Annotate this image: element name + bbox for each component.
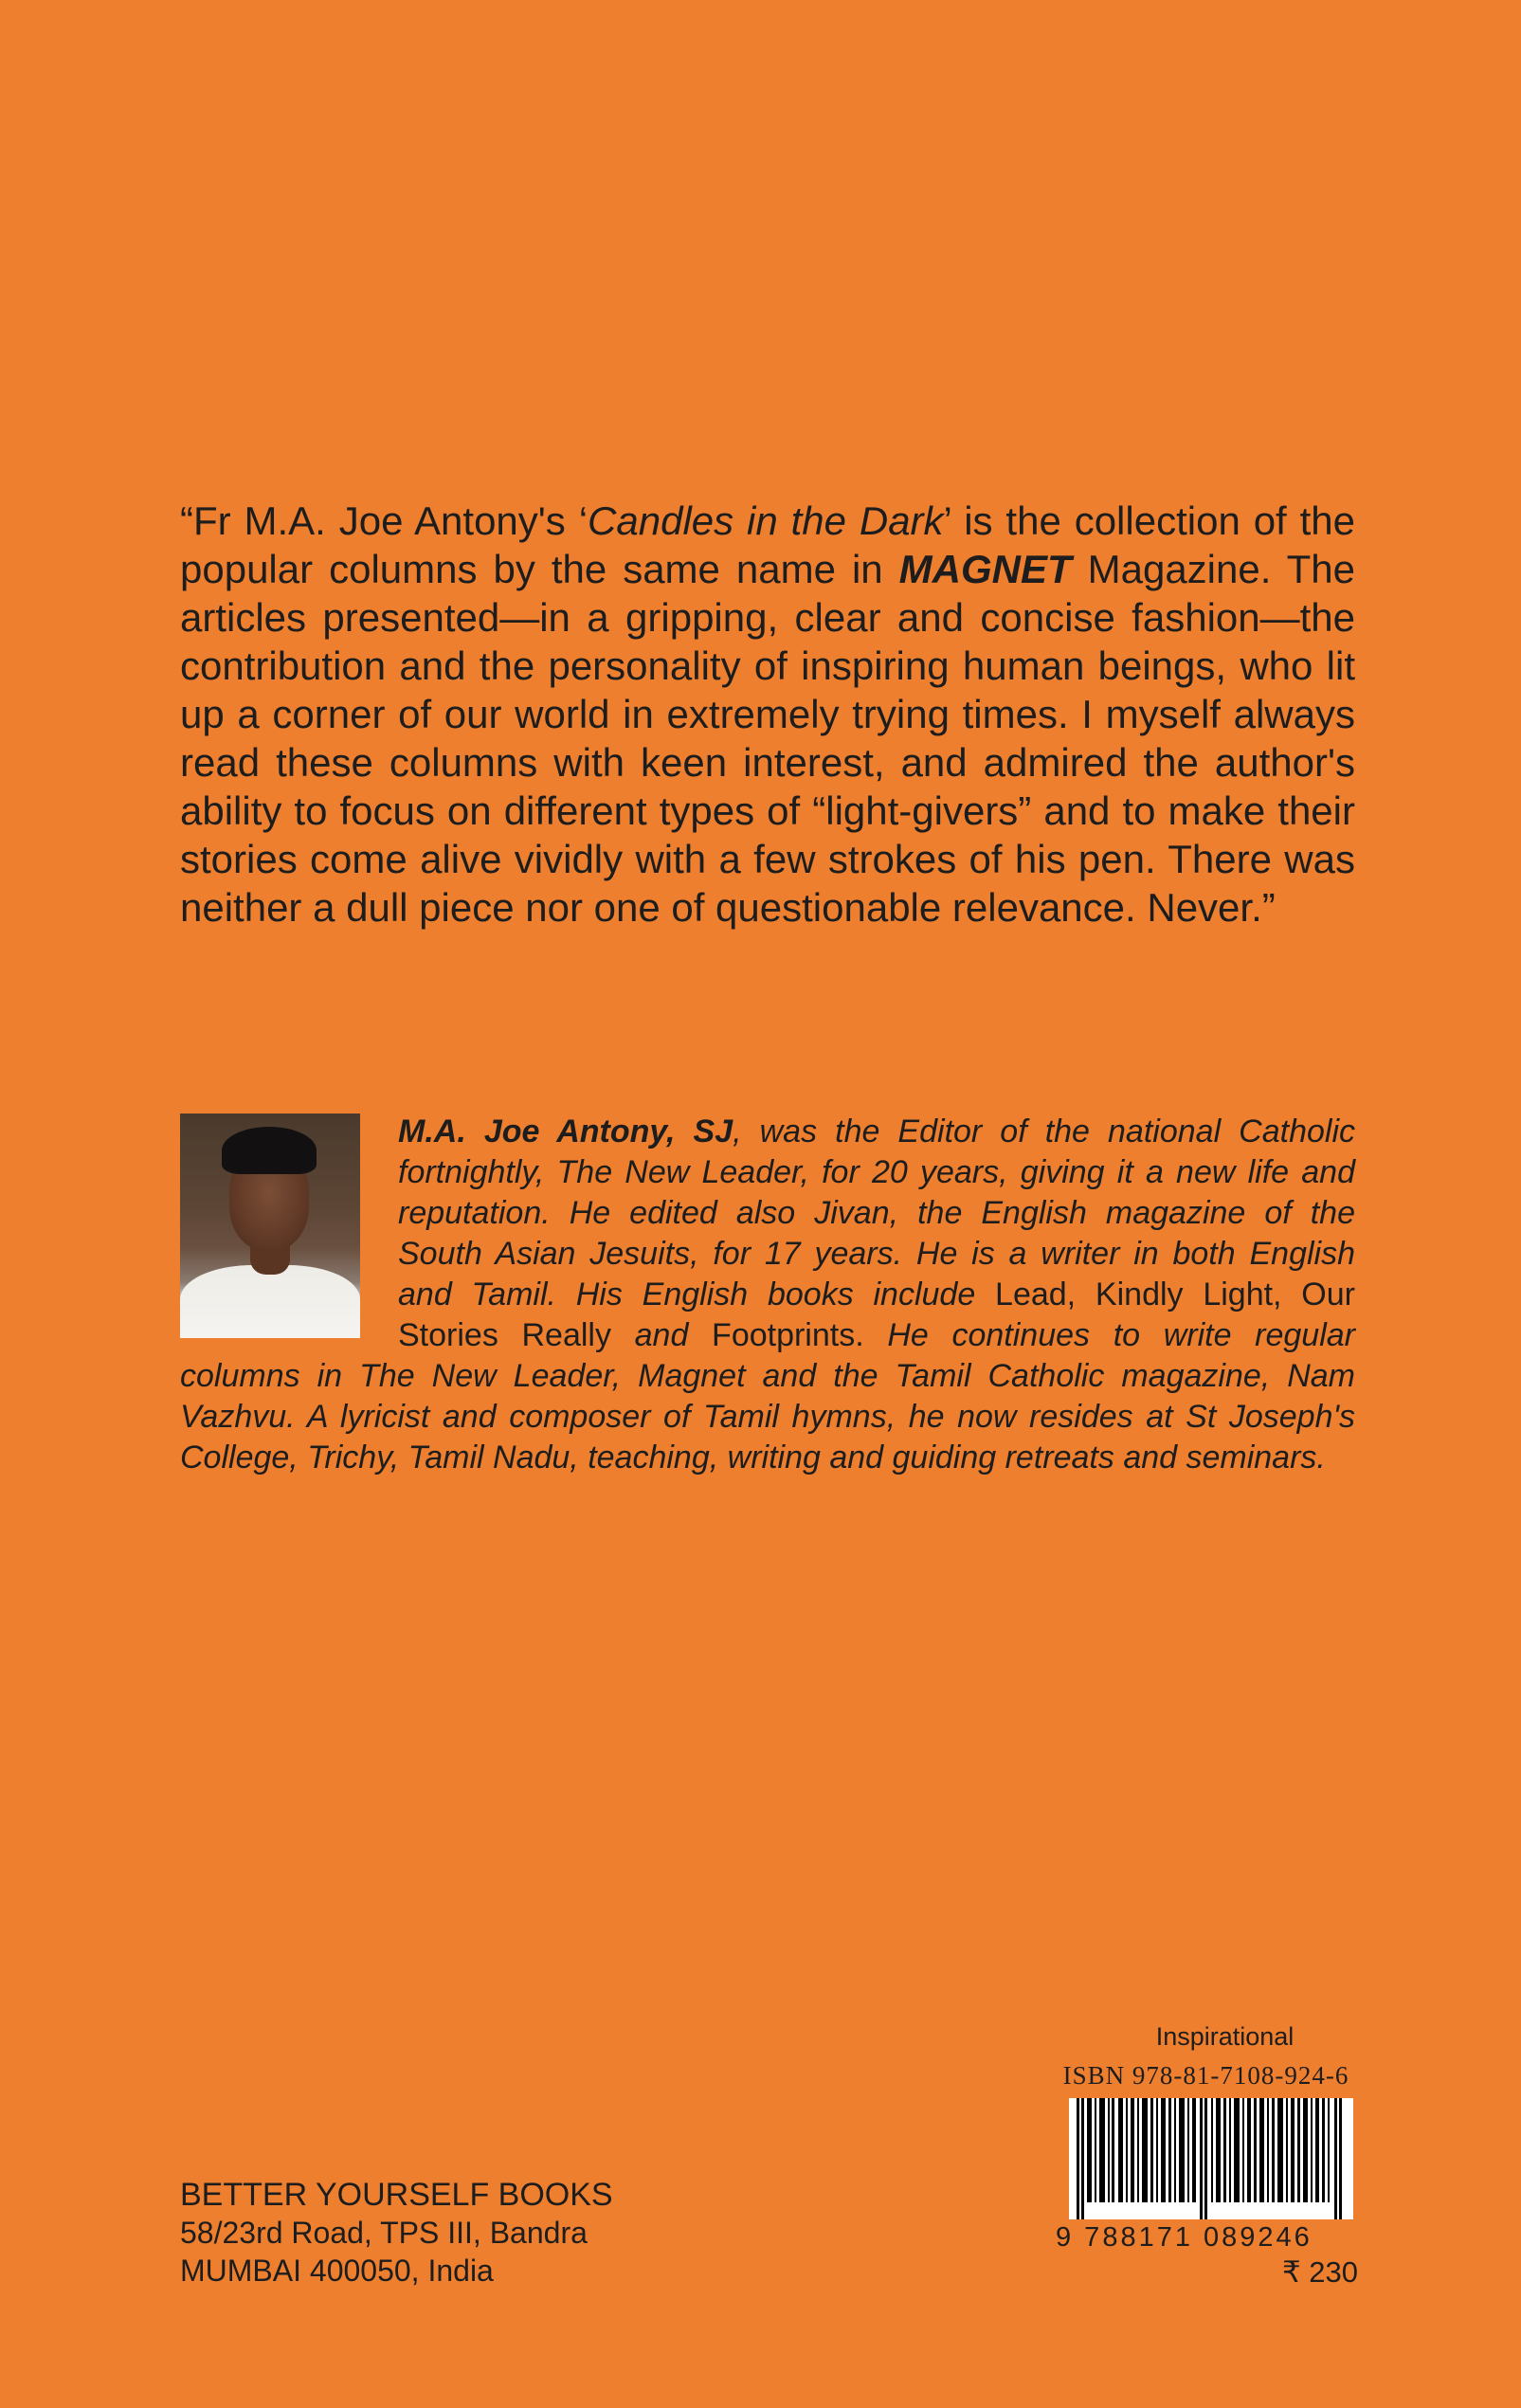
author-name: M.A. Joe Antony, SJ xyxy=(398,1113,733,1150)
category-label: Inspirational xyxy=(1155,2022,1295,2051)
publisher-address-line-2: MUMBAI 400050, India xyxy=(180,2254,494,2288)
quote-magazine-name: MAGNET xyxy=(898,547,1072,591)
quote-part-2: ’ is the collection of the popular columns by the same name in xyxy=(180,498,1355,591)
bio-book-list: Lead, Kindly Light, Our Stories Really xyxy=(398,1276,1355,1353)
quote-part-3: Magazine. The articles presented—in a gripping, clear and concise fashion—the contribution and the personality of inspiring human beings, who lit up a corner of our world in extremely trying times. I myself always read these columns with keen interest, and admired the author's ability to focus on different types of “light-givers” and to make their stories come alive vividly with a few strokes of his pen. There was neither a dull piece nor one of questionable relevance. Never.” xyxy=(180,547,1355,930)
back-cover-quote xyxy=(180,497,1355,932)
publisher-block xyxy=(180,2176,613,2290)
bio-book-footprints: Footprints. xyxy=(712,1317,864,1353)
barcode-icon xyxy=(1069,2098,1353,2219)
quote-book-title: Candles in the Dark xyxy=(588,498,944,543)
barcode-block xyxy=(1052,2020,1360,2291)
bio-text-1: , was the Editor of the national Catholic fortnightly, The New Leader, for 20 years, giving it a new life and reputation. He edited also Jivan, the English magazine of the South Asian Jesuits, for 17 years. He is a writer in both English and Tamil. His English books include xyxy=(398,1113,1356,1313)
publisher-address-line-1: 58/23rd Road, TPS III, Bandra xyxy=(180,2216,588,2250)
price-label: ₹ 230 xyxy=(1281,2255,1358,2289)
bio-and: and xyxy=(610,1317,713,1353)
bio-text-2: He continues to write regular columns in The New Leader, Magnet and the Tamil Catholic magazine, Nam Vazhvu. A lyricist and composer of Tamil hymns, he now resides at St Joseph's College, Trichy, Tamil Nadu, teaching, writing and guiding retreats and seminars. xyxy=(180,1317,1356,1476)
isbn-text: ISBN 978-81-7108-924-6 xyxy=(1062,2061,1349,2090)
publisher-name: BETTER YOURSELF BOOKS xyxy=(180,2177,613,2213)
author-bio xyxy=(180,1112,1355,1478)
barcode-digits: 9 788171 089246 xyxy=(1056,2222,1313,2253)
quote-part-1: “Fr M.A. Joe Antony's ‘ xyxy=(180,498,588,543)
author-photo xyxy=(180,1113,360,1338)
